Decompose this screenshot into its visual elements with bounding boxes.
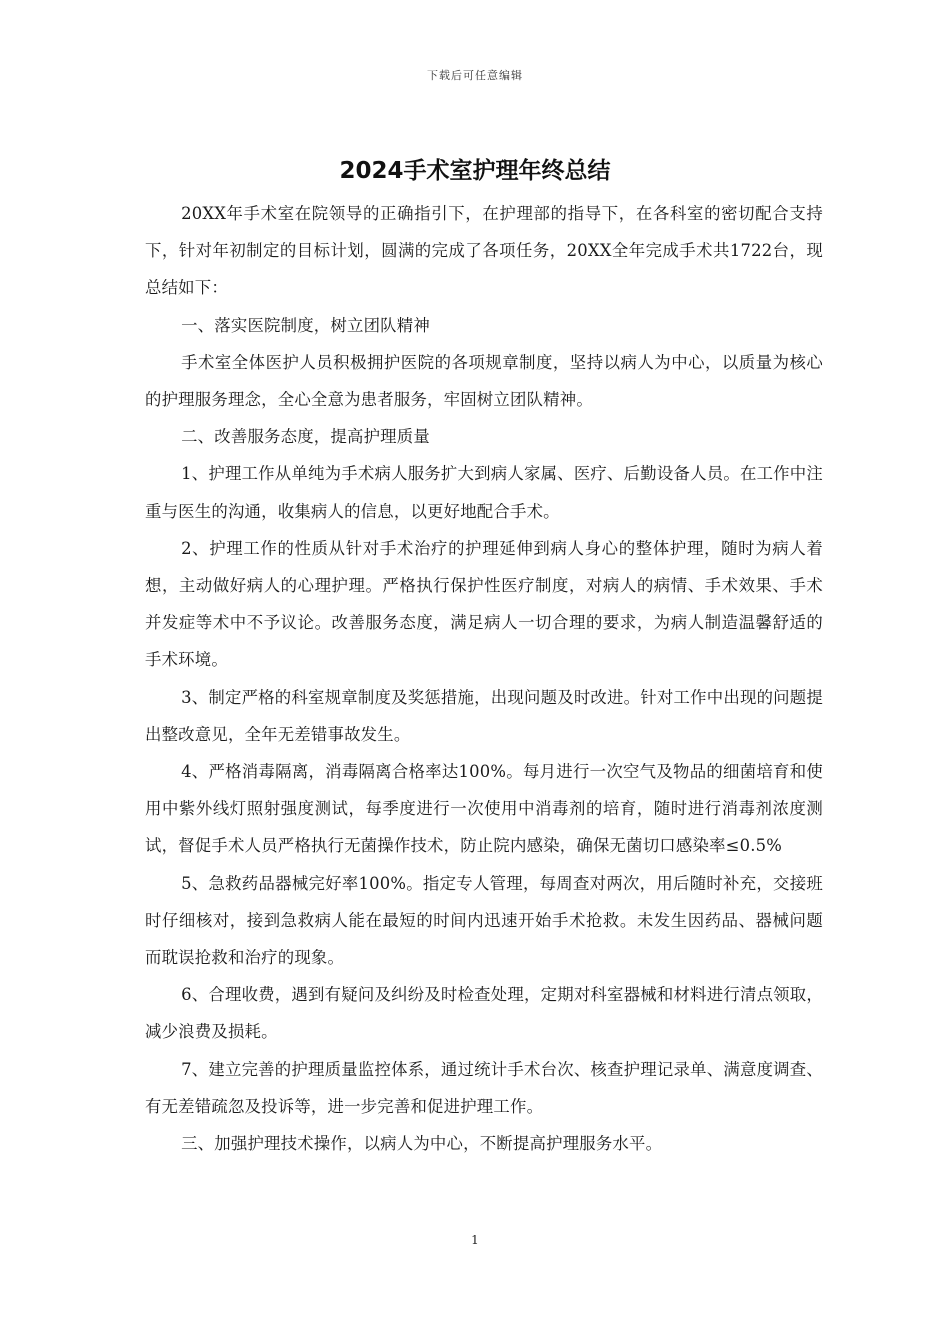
document-title: 2024手术室护理年终总结 [339,158,611,184]
section-heading-2: 二、改善服务态度，提高护理质量 [181,427,430,447]
paragraph-item-2: 2、护理工作的性质从针对手术治疗的护理延伸到病人身心的整体护理，随时为病人着想，主动做好病人的心理护理。严格执行保护性医疗制度，对病人的病情、手术效果、手术并发症等术中不予议论。改善服务态度，满足病人一切合理的要求，为病人制造温馨舒适的手术环境。 [145,538,823,670]
page-number: 1 [471,1233,479,1247]
paragraph-item-6: 6、合理收费，遇到有疑问及纠纷及时检查处理，定期对科室器械和材料进行清点领取，减少浪费及损耗。 [145,985,823,1042]
paragraph-section-1: 手术室全体医护人员积极拥护医院的各项规章制度，坚持以病人为中心，以质量为核心的护理服务理念，全心全意为患者服务，牢固树立团队精神。 [145,352,823,410]
section-heading-3: 三、加强护理技术操作，以病人为中心，不断提高护理服务水平。 [181,1134,663,1154]
paragraph-item-3: 3、制定严格的科室规章制度及奖惩措施，出现问题及时改进。针对工作中出现的问题提出整改意见，全年无差错事故发生。 [145,687,823,744]
document-body [145,195,823,1162]
paragraph-item-5: 5、急救药品器械完好率100%。指定专人管理，每周查对两次，用后随时补充，交接班时仔细核对，接到急救病人能在最短的时间内迅速开始手术抢救。未发生因药品、器械问题而耽误抢救和治疗的现象。 [145,873,823,968]
paragraph-item-4: 4、严格消毒隔离，消毒隔离合格率达100%。每月进行一次空气及物品的细菌培育和使用中紫外线灯照射强度测试，每季度进行一次使用中消毒剂的培育，随时进行消毒剂浓度测试，督促手术人员严格执行无菌操作技术，防止院内感染，确保无菌切口感染率≤0.5% [145,762,823,856]
section-heading-1: 一、落实医院制度，树立团队精神 [181,315,430,335]
header-note: 下载后可任意编辑 [427,69,523,82]
paragraph-item-1: 1、护理工作从单纯为手术病人服务扩大到病人家属、医疗、后勤设备人员。在工作中注重与医生的沟通，收集病人的信息，以更好地配合手术。 [145,464,823,521]
paragraph-intro: 20XX年手术室在院领导的正确指引下，在护理部的指导下，在各科室的密切配合支持下，针对年初制定的目标计划，圆满的完成了各项任务，20XX全年完成手术共1722台，现总结如下： [145,204,823,298]
paragraph-item-7: 7、建立完善的护理质量监控体系，通过统计手术台次、核查护理记录单、满意度调查、有无差错疏忽及投诉等，进一步完善和促进护理工作。 [145,1059,823,1116]
